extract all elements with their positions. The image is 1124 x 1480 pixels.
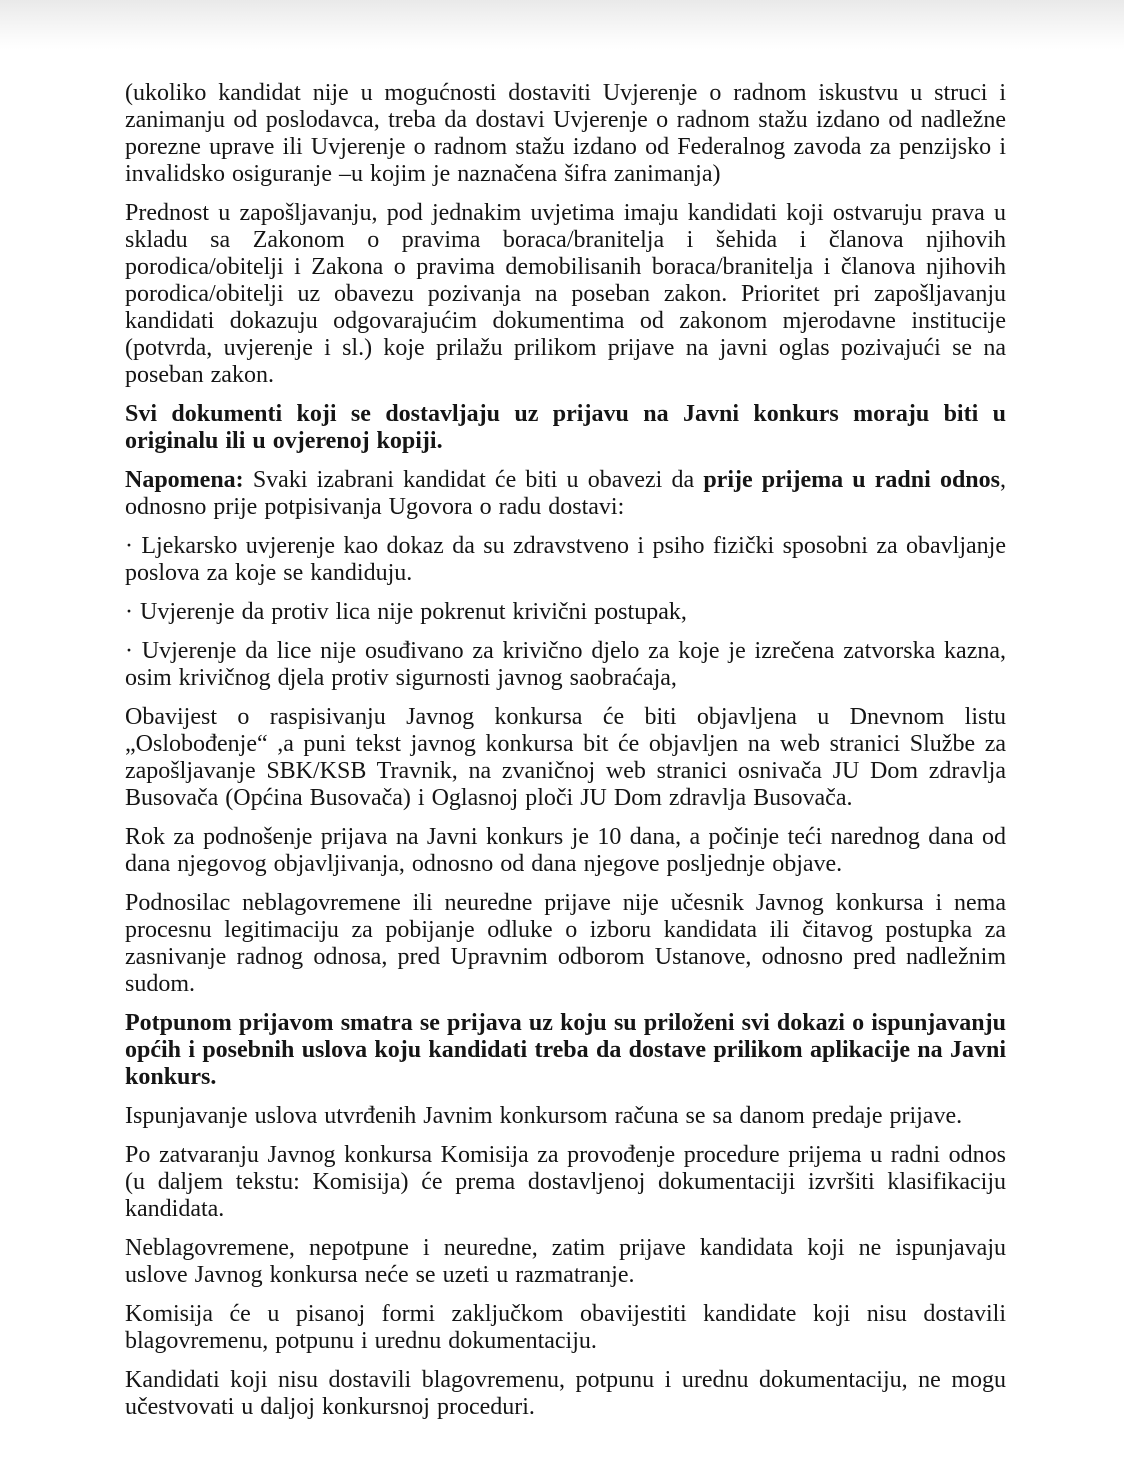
text-run: Rok za podnošenje prijava na Javni konkurs je 10 dana, a počinje teći narednog dana od dana njegovog objavljivanja, odnosno od dana njegove posljednje objave. xyxy=(125,824,1006,877)
paragraph-5-bullet xyxy=(125,533,1006,587)
paragraph-7-bullet xyxy=(125,638,1006,692)
text-run: Neblagovremene, nepotpune i neuredne, zatim prijave kandidata koji ne ispunjavaju uslove Javnog konkursa neće se uzeti u razmatranje. xyxy=(125,1235,1006,1288)
text-run: · Uvjerenje da protiv lica nije pokrenut krivični postupak, xyxy=(125,599,687,625)
text-run: Napomena: xyxy=(125,467,244,493)
text-run: Ispunjavanje uslova utvrđenih Javnim konkursom računa se sa danom predaje prijave. xyxy=(125,1103,963,1129)
paragraph-12-normal xyxy=(125,1103,1006,1130)
text-run: Prednost u zapošljavanju, pod jednakim uvjetima imaju kandidati koji ostvaruju prava u skladu sa Zakonom o pravima boraca/branitelja i šehida i članova njihovih porodica/obitelji i Zakona o pravima demobilisanih boraca/branitelja i članova njihovih porodica/obitelji uz obavezu pozivanja na poseban zakon. Prioritet pri zapošljavanju kandidati dokazuju odgovarajućim dokumentima od zakonom mjerodavne institucije (potvrda, uvjerenje i sl.) koje prilažu prilikom prijave na javni oglas pozivajući se na poseban zakon. xyxy=(125,200,1006,388)
text-run: (ukoliko kandidat nije u mogućnosti dostaviti Uvjerenje o radnom iskustvu u struci i zanimanju od poslodavca, treba da dostavi Uvjerenje o radnom stažu izdano od nadležne porezne uprave ili Uvjerenje o radnom stažu izdano od Federalnog zavoda za penzijsko i invalidsko osiguranje –u kojim je naznačena šifra zanimanja) xyxy=(125,80,1006,187)
paragraph-2-normal xyxy=(125,200,1006,389)
paragraph-6-bullet xyxy=(125,599,1006,626)
paragraph-9-normal xyxy=(125,824,1006,878)
paragraph-8-normal xyxy=(125,704,1006,812)
paragraph-15-normal xyxy=(125,1301,1006,1355)
text-run: · Ljekarsko uvjerenje kao dokaz da su zdravstveno i psiho fizički sposobni za obavljanje poslova za koje se kandiduju. xyxy=(125,533,1006,586)
paragraph-13-normal xyxy=(125,1142,1006,1223)
text-run: prije prijema u radni odnos xyxy=(703,467,1000,493)
paragraph-14-normal xyxy=(125,1235,1006,1289)
text-run: , odnosno prije potpisivanja Ugovora o radu dostavi: xyxy=(125,467,1006,520)
paragraph-10-normal xyxy=(125,890,1006,998)
paragraph-3-bold-paragraph xyxy=(125,401,1006,455)
paragraph-1-normal xyxy=(125,80,1006,188)
document-page xyxy=(125,80,1006,1421)
text-run: Komisija će u pisanoj formi zaključkom obavijestiti kandidate koji nisu dostavili blagovremenu, potpunu i urednu dokumentaciju. xyxy=(125,1301,1006,1354)
text-run: Svaki izabrani kandidat će biti u obavezi da xyxy=(243,467,704,493)
paragraph-16-normal xyxy=(125,1367,1006,1421)
text-run: Podnosilac neblagovremene ili neuredne prijave nije učesnik Javnog konkursa i nema procesnu legitimaciju za pobijanje odluke o izboru kandidata ili čitavog postupka za zasnivanje radnog odnosa, pred Upravnim odborom Ustanove, odnosno pred nadležnim sudom. xyxy=(125,890,1006,997)
text-run: · Uvjerenje da lice nije osuđivano za krivično djelo za koje je izrečena zatvorska kazna, osim krivičnog djela protiv sigurnosti javnog saobraćaja, xyxy=(125,638,1006,691)
paragraph-11-bold-paragraph xyxy=(125,1010,1006,1091)
page-top-shadow xyxy=(0,0,1124,52)
text-run: Obavijest o raspisivanju Javnog konkursa će biti objavljena u Dnevnom listu „Oslobođenje“ ,a puni tekst javnog konkursa bit će objavljen na web stranici Službe za zapošljavanje SBK/KSB Travnik, na zvaničnoj web stranici osnivača JU Dom zdravlja Busovača (Općina Busovača) i Oglasnoj ploči JU Dom zdravlja Busovača. xyxy=(125,704,1006,811)
text-run: Kandidati koji nisu dostavili blagovremenu, potpunu i urednu dokumentaciju, ne mogu učestvovati u daljoj konkursnoj proceduri. xyxy=(125,1367,1006,1420)
text-run: Potpunom prijavom smatra se prijava uz koju su priloženi svi dokazi o ispunjavanju općih i posebnih uslova koju kandidati treba da dostave prilikom aplikacije na Javni konkurs. xyxy=(125,1010,1006,1090)
text-run: Po zatvaranju Javnog konkursa Komisija za provođenje procedure prijema u radni odnos (u daljem tekstu: Komisija) će prema dostavljenoj dokumentaciji izvršiti klasifikaciju kandidata. xyxy=(125,1142,1006,1222)
text-run: Svi dokumenti koji se dostavljaju uz prijavu na Javni konkurs moraju biti u originalu ili u ovjerenoj kopiji. xyxy=(125,401,1006,454)
paragraph-4-note xyxy=(125,467,1006,521)
